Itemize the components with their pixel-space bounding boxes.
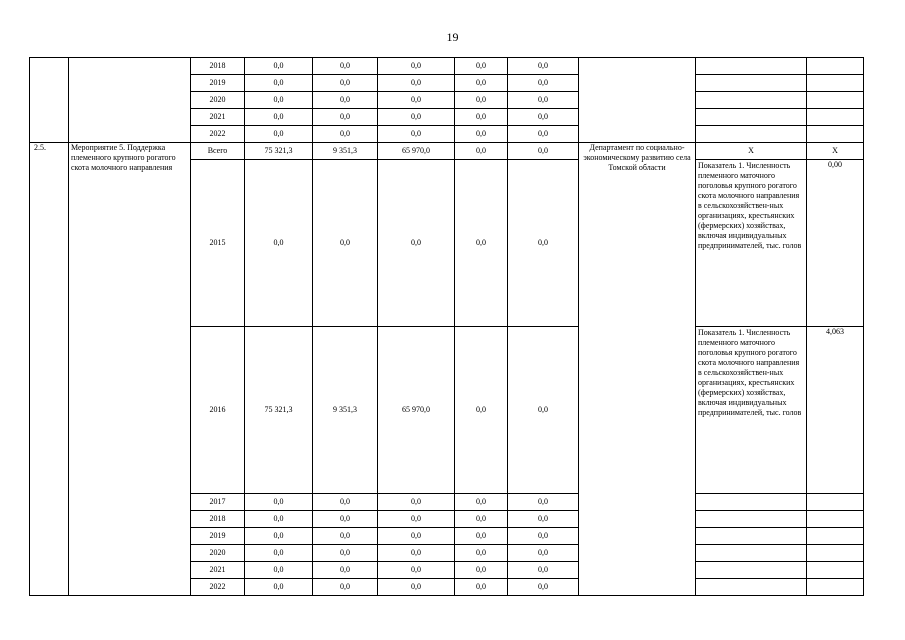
indicator-cell — [696, 126, 807, 143]
indicator-value-cell: Х — [807, 143, 864, 160]
value-cell: 0,0 — [508, 143, 579, 160]
value-cell: 0,0 — [245, 92, 313, 109]
value-cell: 0,0 — [508, 160, 579, 327]
indicator-cell — [696, 579, 807, 596]
value-cell: 0,0 — [378, 511, 455, 528]
value-cell: 0,0 — [313, 562, 378, 579]
value-cell: 75 321,3 — [245, 327, 313, 494]
indicator-cell: Показатель 1. Численность племенного маточного поголовья крупного рогатого скота молочного направления в сельскохозяйствен-ных организациях, крестьянских (фермерских) хозяйствах, включая индивидуальных предпринимателей, тыс. голов — [696, 160, 807, 327]
year-cell: 2015 — [191, 160, 245, 327]
indicator-value-cell — [807, 511, 864, 528]
value-cell: 0,0 — [245, 160, 313, 327]
value-cell: 0,0 — [508, 511, 579, 528]
year-cell: 2016 — [191, 327, 245, 494]
value-cell: 0,0 — [455, 75, 508, 92]
value-cell: 75 321,3 — [245, 143, 313, 160]
measure-title: Мероприятие 5. Поддержка племенного крупного рогатого скота молочного направления — [69, 143, 191, 596]
indicator-value-cell — [807, 494, 864, 511]
value-cell: 0,0 — [378, 58, 455, 75]
value-cell: 0,0 — [508, 528, 579, 545]
value-cell: 0,0 — [455, 528, 508, 545]
indicator-cell: Х — [696, 143, 807, 160]
value-cell: 0,0 — [508, 109, 579, 126]
indicator-cell — [696, 545, 807, 562]
value-cell: 0,0 — [378, 545, 455, 562]
indicator-value-cell — [807, 579, 864, 596]
year-cell: 2020 — [191, 92, 245, 109]
indicator-value-cell — [807, 126, 864, 143]
indicator-cell — [696, 58, 807, 75]
value-cell: 0,0 — [313, 579, 378, 596]
value-cell: 0,0 — [455, 109, 508, 126]
value-cell: 0,0 — [313, 528, 378, 545]
value-cell: 0,0 — [313, 494, 378, 511]
value-cell: 0,0 — [245, 58, 313, 75]
value-cell: 0,0 — [378, 75, 455, 92]
indicator-value-cell — [807, 545, 864, 562]
value-cell: 0,0 — [245, 562, 313, 579]
value-cell: 0,0 — [378, 92, 455, 109]
indicator-value-cell — [807, 109, 864, 126]
indicator-cell — [696, 92, 807, 109]
value-cell: 0,0 — [378, 579, 455, 596]
title-cell — [69, 58, 191, 143]
year-cell: 2022 — [191, 579, 245, 596]
value-cell: 0,0 — [245, 579, 313, 596]
value-cell: 0,0 — [378, 562, 455, 579]
value-cell: 0,0 — [455, 562, 508, 579]
executor-cell — [579, 58, 696, 143]
value-cell: 0,0 — [245, 75, 313, 92]
year-cell: 2018 — [191, 58, 245, 75]
table-body — [30, 58, 864, 596]
indicator-value-cell — [807, 528, 864, 545]
indicator-cell — [696, 528, 807, 545]
year-cell: 2022 — [191, 126, 245, 143]
program-table — [29, 57, 864, 596]
value-cell: 0,0 — [378, 494, 455, 511]
value-cell: 65 970,0 — [378, 327, 455, 494]
value-cell: 0,0 — [508, 92, 579, 109]
indicator-cell: Показатель 1. Численность племенного маточного поголовья крупного рогатого скота молочного направления в сельскохозяйствен-ных организациях, крестьянских (фермерских) хозяйствах, включая индивидуальных предпринимателей, тыс. голов — [696, 327, 807, 494]
value-cell: 0,0 — [508, 494, 579, 511]
indicator-cell — [696, 494, 807, 511]
value-cell: 0,0 — [313, 109, 378, 126]
value-cell: 0,0 — [455, 58, 508, 75]
value-cell: 0,0 — [245, 528, 313, 545]
value-cell: 0,0 — [508, 75, 579, 92]
value-cell: 0,0 — [313, 75, 378, 92]
value-cell: 0,0 — [455, 579, 508, 596]
page-number: 19 — [446, 30, 459, 44]
value-cell: 0,0 — [245, 126, 313, 143]
value-cell: 0,0 — [455, 327, 508, 494]
indicator-value-cell: 4,063 — [807, 327, 864, 494]
value-cell: 9 351,3 — [313, 143, 378, 160]
value-cell: 0,0 — [508, 562, 579, 579]
value-cell: 0,0 — [508, 58, 579, 75]
value-cell: 0,0 — [378, 160, 455, 327]
value-cell: 0,0 — [378, 528, 455, 545]
value-cell: 0,0 — [455, 160, 508, 327]
year-cell: 2021 — [191, 562, 245, 579]
value-cell: 0,0 — [378, 109, 455, 126]
table-row — [30, 143, 864, 160]
indicator-value-cell — [807, 562, 864, 579]
value-cell: 0,0 — [313, 511, 378, 528]
year-cell: 2019 — [191, 75, 245, 92]
value-cell: 9 351,3 — [313, 327, 378, 494]
value-cell: 0,0 — [508, 126, 579, 143]
value-cell: 65 970,0 — [378, 143, 455, 160]
year-cell: Всего — [191, 143, 245, 160]
year-cell: 2017 — [191, 494, 245, 511]
value-cell: 0,0 — [313, 58, 378, 75]
indicator-value-cell — [807, 58, 864, 75]
value-cell: 0,0 — [245, 109, 313, 126]
year-cell: 2020 — [191, 545, 245, 562]
indicator-value-cell — [807, 92, 864, 109]
table-row — [30, 58, 864, 75]
year-cell: 2019 — [191, 528, 245, 545]
value-cell: 0,0 — [455, 92, 508, 109]
value-cell: 0,0 — [313, 160, 378, 327]
year-cell: 2018 — [191, 511, 245, 528]
value-cell: 0,0 — [378, 126, 455, 143]
executor-cell: Департамент по социально-экономическому развитию села Томской области — [579, 143, 696, 596]
value-cell: 0,0 — [455, 511, 508, 528]
number-cell — [30, 58, 69, 143]
value-cell: 0,0 — [455, 126, 508, 143]
value-cell: 0,0 — [508, 327, 579, 494]
value-cell: 0,0 — [455, 494, 508, 511]
value-cell: 0,0 — [455, 545, 508, 562]
year-cell: 2021 — [191, 109, 245, 126]
value-cell: 0,0 — [245, 545, 313, 562]
indicator-value-cell — [807, 75, 864, 92]
value-cell: 0,0 — [245, 494, 313, 511]
indicator-cell — [696, 75, 807, 92]
indicator-cell — [696, 511, 807, 528]
indicator-cell — [696, 109, 807, 126]
value-cell: 0,0 — [508, 579, 579, 596]
value-cell: 0,0 — [455, 143, 508, 160]
measure-number: 2.5. — [30, 143, 69, 596]
value-cell: 0,0 — [313, 545, 378, 562]
indicator-cell — [696, 562, 807, 579]
value-cell: 0,0 — [313, 126, 378, 143]
value-cell: 0,0 — [313, 92, 378, 109]
value-cell: 0,0 — [508, 545, 579, 562]
indicator-value-cell: 0,00 — [807, 160, 864, 327]
value-cell: 0,0 — [245, 511, 313, 528]
